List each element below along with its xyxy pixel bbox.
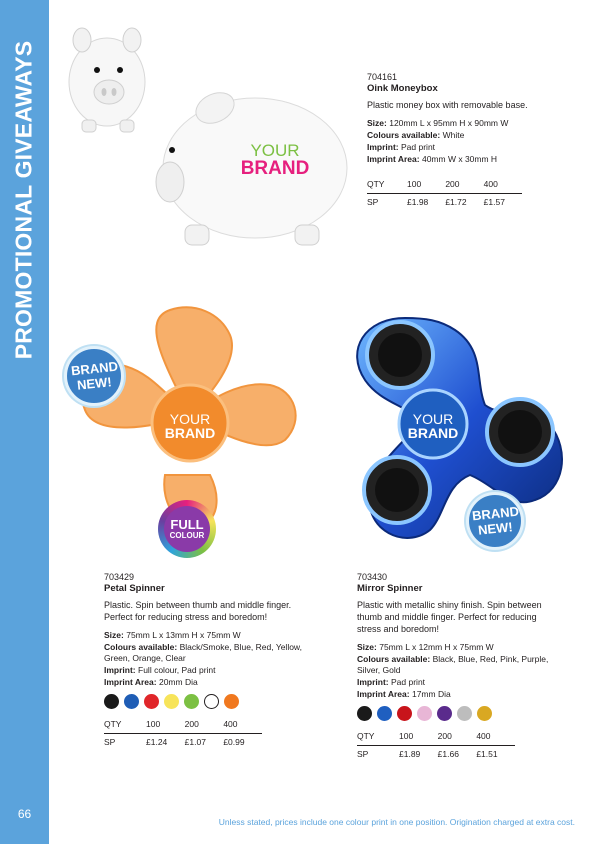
product-name: Petal Spinner bbox=[104, 583, 165, 594]
swatch-pink bbox=[417, 706, 432, 721]
swatch-orange bbox=[224, 694, 239, 709]
swatch-yellow bbox=[164, 694, 179, 709]
product-code: 703429 bbox=[104, 572, 135, 582]
spec-imprint: Imprint: Full colour, Pad print bbox=[104, 665, 216, 675]
spec-imprint-area: Imprint Area: 17mm Dia bbox=[357, 689, 451, 699]
spec-imprint-area: Imprint Area: 40mm W x 30mm H bbox=[367, 154, 498, 164]
swatch-blue bbox=[124, 694, 139, 709]
product-mirror-spinner bbox=[357, 572, 557, 762]
product-code: 704161 bbox=[367, 72, 398, 82]
product-description: Plastic. Spin between thumb and middle finger. Perfect for reducing stress and boredom! bbox=[104, 600, 292, 622]
colour-swatches bbox=[357, 706, 557, 721]
product-code: 703430 bbox=[357, 572, 388, 582]
swatch-clear bbox=[204, 694, 219, 709]
product-description: Plastic with metallic shiny finish. Spin between thumb and middle finger. Perfect for reducing stress and boredom! bbox=[357, 600, 542, 634]
swatch-red bbox=[144, 694, 159, 709]
spec-imprint: Imprint: Pad print bbox=[367, 142, 436, 152]
swatch-gold bbox=[477, 706, 492, 721]
product-name: Oink Moneybox bbox=[367, 83, 438, 94]
page-number: 66 bbox=[17, 807, 32, 821]
brand-brand-text: BRAND bbox=[407, 425, 459, 441]
product-moneybox bbox=[367, 72, 582, 210]
brand-new-badge: BRAND NEW! bbox=[64, 346, 124, 406]
sidebar bbox=[0, 0, 49, 844]
brand-brand-text: BRAND bbox=[240, 158, 310, 179]
swatch-black bbox=[104, 694, 119, 709]
spec-size: Size: 75mm L x 13mm H x 75mm W bbox=[104, 630, 241, 640]
product-petal-spinner bbox=[104, 572, 304, 750]
swatch-silver bbox=[457, 706, 472, 721]
spec-colours: Colours available: White bbox=[367, 130, 465, 140]
spec-colours: Colours available: Black/Smoke, Blue, Red, Yellow, Green, Orange, Clear bbox=[104, 642, 302, 663]
brand-your-text: YOUR bbox=[412, 411, 454, 427]
brand-brand-text: BRAND bbox=[164, 425, 216, 441]
full-colour-badge: FULL COLOUR bbox=[158, 500, 216, 558]
swatch-blue bbox=[377, 706, 392, 721]
swatch-purple bbox=[437, 706, 452, 721]
swatch-black bbox=[357, 706, 372, 721]
piggy-small-image bbox=[60, 12, 155, 137]
piggy-main-image bbox=[145, 80, 355, 255]
sidebar-title: PROMOTIONAL GIVEAWAYS bbox=[10, 40, 37, 360]
swatch-red bbox=[397, 706, 412, 721]
footer-note: Unless stated, prices include one colour print in one position. Origination charged at extra cost. bbox=[218, 817, 575, 827]
price-table: QTY 100 200 400 SP £1.24 £1.07 £0.99 bbox=[104, 717, 262, 750]
brand-your-text: YOUR bbox=[250, 141, 300, 160]
price-table: QTY 100 200 400 SP £1.98 £1.72 £1.57 bbox=[367, 177, 522, 210]
spec-size: Size: 75mm L x 12mm H x 75mm W bbox=[357, 642, 494, 652]
spec-imprint-area: Imprint Area: 20mm Dia bbox=[104, 677, 198, 687]
swatch-green bbox=[184, 694, 199, 709]
price-table: QTY 100 200 400 SP £1.89 £1.66 £1.51 bbox=[357, 729, 515, 762]
spec-colours: Colours available: Black, Blue, Red, Pink, Purple, Silver, Gold bbox=[357, 654, 549, 675]
spec-imprint: Imprint: Pad print bbox=[357, 677, 426, 687]
product-name: Mirror Spinner bbox=[357, 583, 423, 594]
spec-size: Size: 120mm L x 95mm H x 90mm W bbox=[367, 118, 509, 128]
brand-new-badge: BRAND NEW! bbox=[466, 492, 524, 550]
mirror-spinner-image bbox=[335, 310, 570, 560]
colour-swatches bbox=[104, 694, 304, 709]
brand-your-text: YOUR bbox=[169, 411, 211, 427]
product-description: Plastic money box with removable base. bbox=[367, 100, 528, 110]
